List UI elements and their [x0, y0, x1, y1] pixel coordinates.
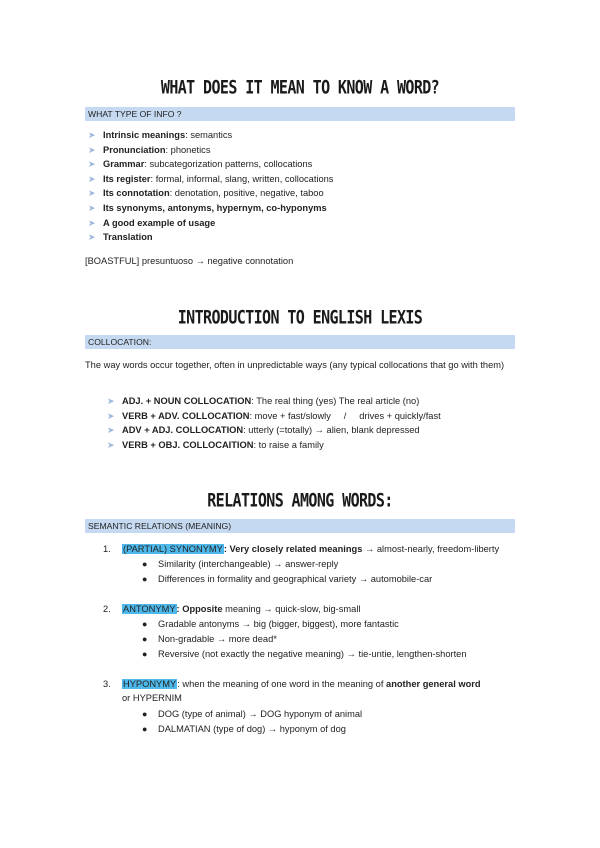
synonymy-sublist	[142, 557, 432, 587]
list-item: ● Non-gradable → more dead*	[142, 632, 467, 647]
arrow-bullet-icon: ➤	[88, 173, 96, 184]
arrow-bullet-icon: ➤	[88, 188, 96, 199]
section-bar-info-type: WHAT TYPE OF INFO ?	[85, 107, 515, 121]
section-title-know-a-word: WHAT DOES IT MEAN TO KNOW A WORD?	[160, 75, 440, 99]
list-item: ➤ A good example of usage	[88, 216, 333, 231]
numbered-item-synonymy: 1. (PARTIAL) SYNONYMY: Very closely related meanings → almost-nearly, freedom-liberty	[103, 544, 500, 554]
list-item: ● Reversive (not exactly the negative meaning) → tie-untie, lengthen-shorten	[142, 647, 467, 662]
section-bar-semantic-relations: SEMANTIC RELATIONS (MEANING)	[85, 519, 515, 533]
highlight-term: ANTONYMY	[123, 604, 176, 614]
bullet-dot-icon: ●	[142, 559, 148, 569]
hyponymy-sublist	[142, 707, 362, 737]
boastful-note: [BOASTFUL] presuntuoso → negative connotation	[85, 256, 294, 266]
collocation-intro: The way words occur together, often in unpredictable ways (any typical collocations that go with them)	[85, 360, 505, 370]
list-item: ➤ ADV + ADJ. COLLOCATION: utterly (=totally) → alien, blank depressed	[107, 423, 441, 438]
list-item: ➤ Its register: formal, informal, slang, written, collocations	[88, 172, 333, 187]
list-item: ● Differences in formality and geographical variety → automobile-car	[142, 572, 432, 587]
arrow-bullet-icon: ➤	[88, 202, 96, 213]
collocation-list	[107, 394, 441, 452]
bullet-dot-icon: ●	[142, 723, 148, 734]
list-item: ● DALMATIAN (type of dog) → hyponym of dog	[142, 722, 362, 737]
arrow-bullet-icon: ➤	[107, 425, 115, 436]
section-title-english-lexis: INTRODUCTION TO ENGLISH LEXIS	[177, 305, 423, 329]
bullet-dot-icon: ●	[142, 633, 148, 644]
highlight-term: (PARTIAL) SYNONYMY	[123, 544, 223, 554]
bullet-dot-icon: ●	[142, 648, 148, 659]
arrow-bullet-icon: ➤	[88, 144, 96, 155]
arrow-bullet-icon: ➤	[107, 396, 115, 406]
bullet-dot-icon: ●	[142, 619, 148, 629]
section-bar-collocation: COLLOCATION:	[85, 335, 515, 349]
numbered-item-antonymy: 2. ANTONYMY: Opposite meaning → quick-slow, big-small	[103, 604, 361, 614]
info-list	[88, 128, 333, 245]
numbered-item-hyponymy: 3. HYPONYMY: when the meaning of one word in the meaning of another general word	[103, 679, 481, 689]
list-item: ➤ ADJ. + NOUN COLLOCATION: The real thing (yes) The real article (no)	[107, 394, 441, 409]
arrow-bullet-icon: ➤	[88, 130, 96, 140]
list-item: ➤ Translation	[88, 230, 333, 245]
arrow-bullet-icon: ➤	[88, 159, 96, 170]
bullet-dot-icon: ●	[142, 709, 148, 719]
arrow-bullet-icon: ➤	[88, 217, 96, 228]
list-item: ● DOG (type of animal) → DOG hyponym of animal	[142, 707, 362, 722]
antonymy-sublist	[142, 617, 467, 661]
list-item: ● Similarity (interchangeable) → answer-reply	[142, 557, 432, 572]
highlight-term: HYPONYMY	[123, 679, 177, 689]
section-title-relations: RELATIONS AMONG WORDS:	[207, 488, 393, 512]
list-item: ➤ Grammar: subcategorization patterns, collocations	[88, 157, 333, 172]
list-item: ➤ VERB + OBJ. COLLOCAITION: to raise a family	[107, 438, 441, 453]
list-item: ➤ Pronunciation: phonetics	[88, 143, 333, 158]
list-item: ➤ Its synonyms, antonyms, hypernym, co-hyponyms	[88, 201, 333, 216]
list-item: ➤ Its connotation: denotation, positive, negative, taboo	[88, 186, 333, 201]
arrow-bullet-icon: ➤	[107, 439, 115, 450]
hyponymy-continuation: or HYPERNIM	[122, 693, 182, 703]
bullet-dot-icon: ●	[142, 573, 148, 584]
list-item: ➤ VERB + ADV. COLLOCATION: move + fast/slowly / drives + quickly/fast	[107, 409, 441, 424]
arrow-bullet-icon: ➤	[88, 232, 96, 243]
arrow-bullet-icon: ➤	[107, 410, 115, 421]
list-item: ● Gradable antonyms → big (bigger, biggest), more fantastic	[142, 617, 467, 632]
list-item: ➤ Intrinsic meanings: semantics	[88, 128, 333, 143]
